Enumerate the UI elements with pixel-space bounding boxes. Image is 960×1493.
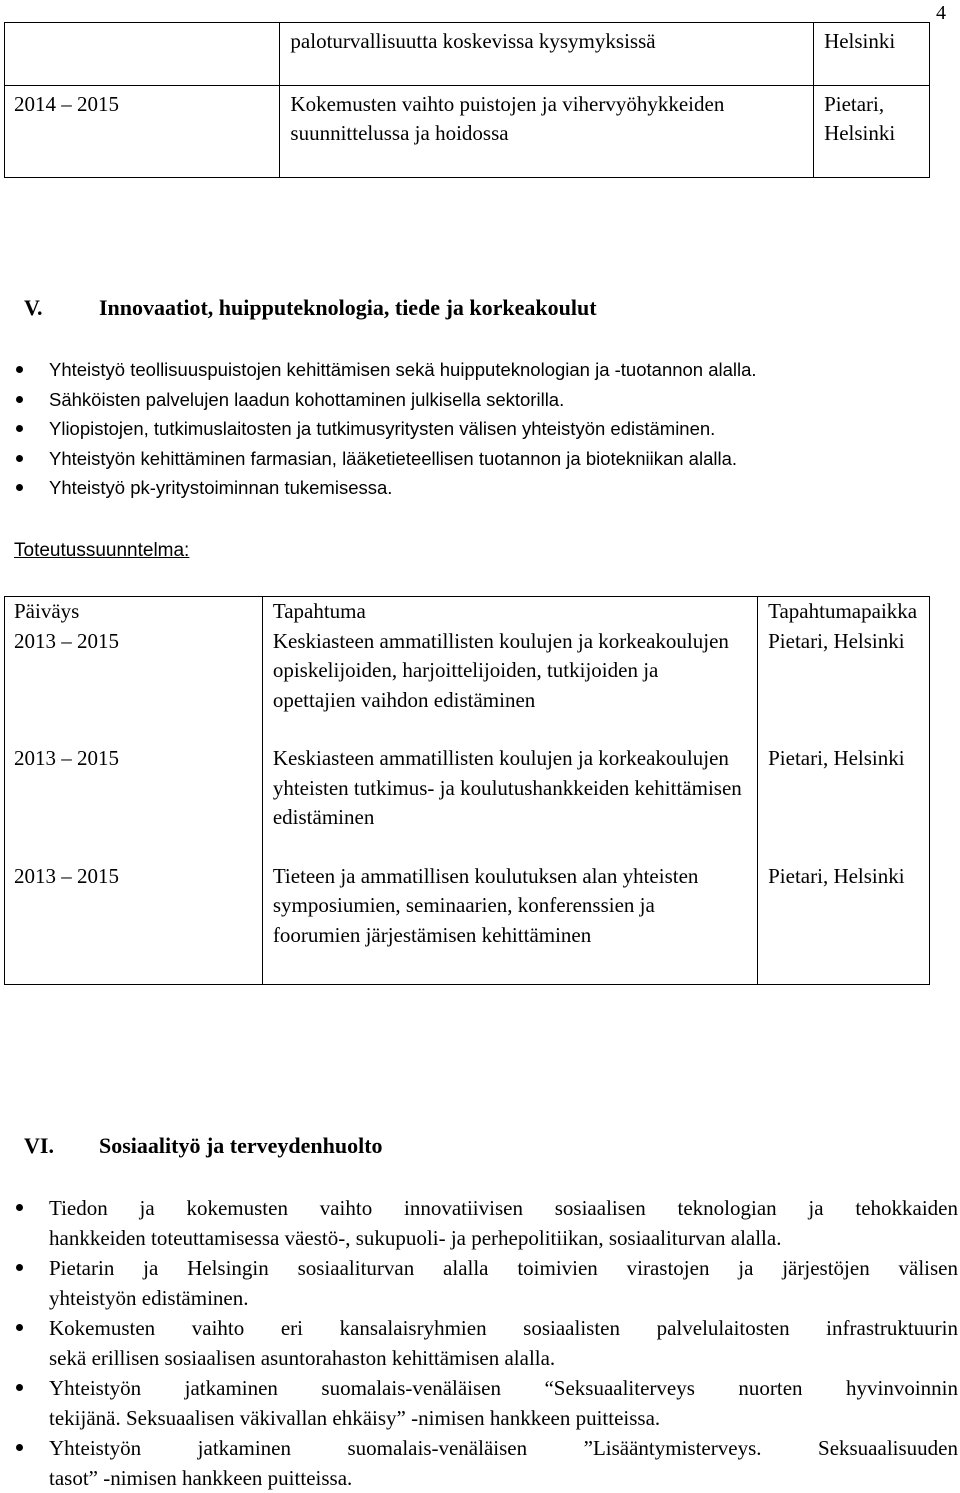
bullet-icon xyxy=(16,1264,23,1271)
table-row xyxy=(5,744,930,862)
column-header: Päiväys xyxy=(5,597,263,627)
plan-title: Toteutussuunntelma: xyxy=(14,540,190,561)
event-cell: Keskiasteen ammatillisten koulujen ja korkeakoulujen yhteisten tutkimus- ja koulutushankkeiden kehittämisen edistäminen xyxy=(262,744,757,862)
place-cell: Helsinki xyxy=(814,23,930,86)
bullet-icon xyxy=(16,1324,23,1331)
section-title: Innovaatiot, huipputeknologia, tiede ja korkeakoulut xyxy=(99,295,597,320)
bullet-icon xyxy=(16,1204,23,1211)
list-item: Sähköisten palvelujen laadun kohottaminen julkisella sektorilla. xyxy=(0,385,757,415)
section-number: V. xyxy=(24,295,43,320)
place-cell: Pietari, Helsinki xyxy=(814,85,930,177)
bullet-icon xyxy=(16,1444,23,1451)
section-heading xyxy=(24,295,597,321)
date-cell: 2013 – 2015 xyxy=(5,862,263,985)
column-header: Tapahtumapaikka xyxy=(758,597,930,627)
plan-table xyxy=(4,596,930,985)
date-cell: 2013 – 2015 xyxy=(5,744,263,862)
section-heading xyxy=(24,1133,383,1159)
table-header-row xyxy=(5,597,930,627)
list-item: Yhteistyö teollisuuspuistojen kehittämisen sekä huipputeknologian ja -tuotannon alalla. xyxy=(0,355,757,385)
list-item: Yhteistyö pk-yritystoiminnan tukemisessa. xyxy=(0,473,757,503)
list-item: Yliopistojen, tutkimuslaitosten ja tutkimusyritysten välisen yhteistyön edistäminen. xyxy=(0,414,757,444)
list-item: Yhteistyön kehittäminen farmasian, lääketieteellisen tuotannon ja biotekniikan alalla. xyxy=(0,444,757,474)
place-cell: Pietari, Helsinki xyxy=(758,862,930,985)
section-title: Sosiaalityö ja terveydenhuolto xyxy=(99,1133,383,1158)
place-cell: Pietari, Helsinki xyxy=(758,627,930,745)
event-cell: Kokemusten vaihto puistojen ja vihervyöhykkeiden suunnittelussa ja hoidossa xyxy=(280,85,814,177)
place-cell: Pietari, Helsinki xyxy=(758,744,930,862)
bullet-icon xyxy=(16,396,23,403)
page-number: 4 xyxy=(936,2,946,24)
event-cell: Keskiasteen ammatillisten koulujen ja korkeakoulujen opiskelijoiden, harjoittelijoiden, tutkijoiden ja opettajien vaihdon edistäminen xyxy=(262,627,757,745)
bullet-icon xyxy=(16,1384,23,1391)
bullet-icon xyxy=(16,425,23,432)
bullet-list xyxy=(0,355,757,503)
bullet-icon xyxy=(16,455,23,462)
bullet-list xyxy=(0,1193,958,1493)
date-cell xyxy=(5,23,280,86)
table-row xyxy=(5,23,930,86)
date-cell: 2013 – 2015 xyxy=(5,627,263,745)
table-row xyxy=(5,85,930,177)
list-item: Yhteistyön jatkaminen suomalais-venäläisen ”Lisääntymisterveys. Seksuaalisuuden tasot” -nimisen hankkeen puitteissa. xyxy=(0,1433,958,1493)
list-item: Pietarin ja Helsingin sosiaaliturvan alalla toimivien virastojen ja järjestöjen välisen yhteistyön edistäminen. xyxy=(0,1253,958,1313)
bullet-icon xyxy=(16,484,23,491)
bullet-icon xyxy=(16,366,23,373)
list-item: Kokemusten vaihto eri kansalaisryhmien sosiaalisten palvelulaitosten infrastruktuurin sekä erillisen sosiaalisen asuntorahaston kehittämisen alalla. xyxy=(0,1313,958,1373)
list-item: Yhteistyön jatkaminen suomalais-venäläisen “Seksuaaliterveys nuorten hyvinvoinnin tekijänä. Seksuaalisen väkivallan ehkäisy” -nimisen hankkeen puitteissa. xyxy=(0,1373,958,1433)
event-cell: Tieteen ja ammatillisen koulutuksen alan yhteisten symposiumien, seminaarien, konferenssien ja foorumien järjestämisen kehittäminen xyxy=(262,862,757,985)
table-row xyxy=(5,627,930,745)
list-item: Tiedon ja kokemusten vaihto innovatiivisen sosiaalisen teknologian ja tehokkaiden hankkeiden toteuttamisessa väestö-, sukupuoli- ja perhepolitiikan, sosiaaliturvan alalla. xyxy=(0,1193,958,1253)
section-number: VI. xyxy=(24,1133,54,1158)
event-cell: paloturvallisuutta koskevissa kysymyksissä xyxy=(280,23,814,86)
events-table-continued xyxy=(4,22,930,178)
table-row xyxy=(5,862,930,985)
column-header: Tapahtuma xyxy=(262,597,757,627)
date-cell: 2014 – 2015 xyxy=(5,85,280,177)
